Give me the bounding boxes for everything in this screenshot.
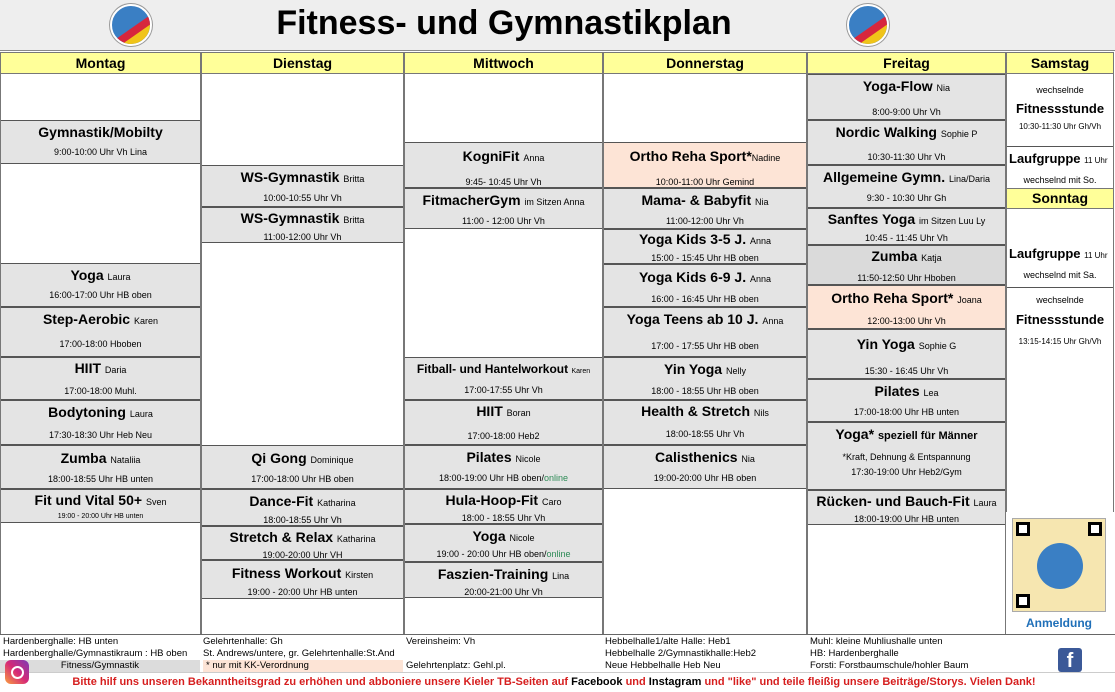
class-card[interactable] (405, 445, 602, 489)
trainer-name: Nia (755, 197, 769, 207)
trainer-name: Anna (762, 316, 784, 326)
class-name: Yoga (70, 267, 104, 283)
class-info: 9:00-10:00 Uhr Vh Lina (53, 147, 148, 157)
class-card[interactable] (1007, 146, 1113, 188)
class-info: 12:00-13:00 Uhr Vh (867, 316, 946, 326)
class-card[interactable] (405, 188, 602, 229)
class-info: 18:00-18:55 Uhr HB unten (47, 474, 154, 484)
class-info: 19:00-20:00 Uhr HB oben (653, 473, 757, 483)
class-info: 9:30 - 10:30 Uhr Gh (866, 193, 947, 203)
class-info: 19:00 - 20:00 Uhr HB unten (57, 513, 144, 520)
legend-entry: HB: Hardenberghalle (810, 648, 899, 659)
class-info: 10:00-10:55 Uhr Vh (263, 193, 342, 203)
class-name: HIIT (74, 360, 102, 376)
class-pretext: wechselnde (1036, 295, 1084, 305)
trainer-name: Nicole (515, 454, 541, 464)
class-name: Bodytoning (48, 404, 126, 420)
class-info: 10:45 - 11:45 Uhr Vh (865, 233, 948, 243)
class-card[interactable] (808, 245, 1005, 285)
class-name: Yoga (472, 528, 506, 544)
trainer-name: speziell für Männer (877, 430, 978, 442)
class-card[interactable] (405, 142, 602, 188)
class-pretext: wechselnde (1036, 85, 1084, 95)
trainer-name: Dominique (310, 455, 354, 465)
class-name: WS-Gymnastik (240, 210, 340, 226)
class-card[interactable] (1, 357, 200, 400)
club-logo-qr (1037, 543, 1083, 589)
class-info: 11:00 - 12:00 Uhr Vh (462, 216, 545, 226)
class-card[interactable] (202, 445, 403, 489)
trainer-name: Laura (107, 272, 131, 282)
class-card[interactable] (808, 208, 1005, 245)
class-card[interactable] (604, 400, 806, 445)
class-info: 9:45- 10:45 Uhr Vh (465, 177, 542, 187)
header (0, 0, 1115, 51)
day-header-monday: Montag (0, 52, 201, 74)
class-name: Yoga Kids 6-9 J. (638, 269, 747, 285)
legend-fitness-swatch: Fitness/Gymnastik (0, 660, 200, 672)
trainer-name: Nia (936, 83, 951, 93)
column-wednesday (404, 74, 603, 634)
class-name: Fitnessstunde (1015, 101, 1105, 116)
class-card[interactable] (808, 422, 1005, 490)
class-card[interactable] (405, 400, 602, 445)
legend-entry: St. Andrews/untere, gr. Gelehrtenhalle:St.And (203, 648, 395, 659)
class-info: 13:15-14:15 Uhr Gh/Vh (1018, 337, 1102, 346)
trainer-name: Daria (104, 365, 127, 375)
class-card[interactable] (808, 379, 1005, 422)
trainer-name: Nicole (509, 533, 535, 543)
class-name: Stretch & Relax (229, 529, 334, 545)
class-info: 19:00 - 20:00 Uhr HB oben/ (436, 549, 547, 559)
column-friday (807, 74, 1006, 634)
class-info: *Kraft, Dehnung & Entspannung (842, 452, 971, 462)
day-header-saturday: Samstag (1006, 52, 1114, 74)
class-name: Gymnastik/Mobilty (38, 124, 163, 140)
class-info: 17:00-17:55 Uhr Vh (464, 385, 543, 395)
legend-kk-swatch: * nur mit KK-Verordnung (203, 660, 403, 672)
class-card[interactable] (808, 74, 1005, 120)
trainer-name: Nia (741, 454, 755, 464)
column-weekend (1006, 74, 1114, 512)
class-info: wechselnd mit Sa. (1023, 270, 1097, 280)
class-name: Fitnessstunde (1015, 312, 1105, 327)
class-card[interactable] (405, 357, 602, 400)
online-label: online (544, 473, 569, 483)
class-name: Ortho Reha Sport* (629, 148, 752, 164)
footer-text-part: und "like" und teile fleißig unsere Beiträge/Storys. Vielen Dank! (704, 676, 1036, 688)
class-card[interactable] (604, 229, 806, 264)
class-card[interactable] (1, 120, 200, 164)
class-info: 17:00 - 17:55 Uhr HB oben (651, 341, 759, 351)
class-info: 18:00-18:55 Uhr Vh (263, 515, 342, 525)
legend-entry: Neue Hebbelhalle Heb Neu (605, 660, 721, 671)
class-info: 11:50-12:50 Uhr Hboben (857, 273, 956, 283)
class-info: 10:30-11:30 Uhr Gh/Vh (1018, 122, 1102, 131)
class-info: 18:00-19:00 Uhr HB oben/ (438, 473, 545, 483)
class-card[interactable] (808, 120, 1005, 165)
class-card[interactable] (202, 489, 403, 526)
legend-entry: Hardenberghalle/Gymnastikraum : HB oben (3, 648, 188, 659)
class-name: Yin Yoga (856, 336, 915, 352)
class-card[interactable] (808, 285, 1005, 329)
day-header-friday: Freitag (807, 52, 1006, 74)
trainer-name: Laura (973, 498, 997, 508)
class-info: 19:00-20:00 Uhr VH (262, 550, 343, 560)
class-name: Zumba (871, 248, 918, 264)
class-card[interactable] (202, 207, 403, 243)
class-name: WS-Gymnastik (240, 169, 340, 185)
class-name: Step-Aerobic (42, 311, 131, 327)
class-card[interactable] (1007, 242, 1113, 287)
legend-entry: Hebbelhalle 2/Gymnastikhalle:Heb2 (605, 648, 757, 659)
class-name: Mama- & Babyfit (641, 192, 752, 208)
class-card[interactable] (808, 329, 1005, 379)
trainer-name: im Sitzen Anna (524, 197, 585, 207)
class-name: Calisthenics (655, 449, 738, 465)
legend-entry: Forsti: Forstbaumschule/hohler Baum (810, 660, 969, 671)
day-header-thursday: Donnerstag (603, 52, 807, 74)
trainer-name: Sophie P (940, 129, 978, 139)
class-info: 18:00 - 18:55 Uhr HB oben (651, 386, 759, 396)
class-card[interactable] (1007, 84, 1113, 146)
trainer-name: Britta (343, 215, 365, 225)
legend-entry: Gelehrtenhalle: Gh (203, 636, 283, 647)
trainer-name: Boran (506, 408, 531, 418)
trainer-name: Kirsten (345, 570, 374, 580)
class-name: Qi Gong (251, 450, 307, 466)
class-info: 16:00 - 16:45 Uhr HB oben (651, 294, 759, 304)
trainer-name: Katharina (317, 498, 356, 508)
class-card[interactable] (604, 357, 806, 400)
class-info: 20:00-21:00 Uhr Vh (464, 587, 543, 597)
trainer-name: Katja (921, 253, 942, 263)
class-name: Faszien-Training (437, 566, 549, 582)
class-name: FitmacherGym (422, 192, 521, 208)
trainer-name: Katharina (336, 534, 376, 544)
trainer-name: 11 Uhr (1084, 156, 1108, 165)
column-thursday (603, 74, 807, 634)
class-info: 18:00-19:00 Uhr HB unten (853, 514, 960, 524)
class-card[interactable] (1, 445, 200, 489)
class-card[interactable] (405, 489, 602, 524)
class-name: Health & Stretch (641, 403, 751, 419)
class-info: 19:00 - 20:00 Uhr HB unten (247, 587, 358, 597)
footer (0, 672, 1115, 692)
qr-code-icon[interactable] (1012, 518, 1106, 612)
class-info: 18:00 - 18:55 Uhr Vh (461, 513, 546, 523)
column-monday (0, 74, 201, 634)
class-card[interactable] (202, 560, 403, 599)
class-card[interactable] (604, 142, 806, 188)
legend-entry: Hebbelhalle1/alte Halle: Heb1 (605, 636, 731, 647)
footer-instagram[interactable]: Instagram (648, 676, 702, 688)
class-name: Laufgruppe (1009, 151, 1081, 166)
signup-qr-area[interactable] (1006, 512, 1112, 634)
trainer-name: im Sitzen Luu Ly (919, 216, 986, 226)
class-card[interactable] (1, 263, 200, 307)
day-header-wednesday: Mittwoch (404, 52, 603, 74)
class-name: Fitball- und Hantelworkout (416, 362, 569, 376)
trainer-name: Laura (129, 409, 153, 419)
trainer-name: Anna (523, 153, 545, 163)
class-info-time: 17:30-19:00 Uhr Heb2/Gym (851, 467, 962, 477)
day-header-tuesday: Dienstag (201, 52, 404, 74)
trainer-name: Sven (145, 497, 167, 507)
legend-entry: Muhl: kleine Muhliushalle unten (810, 636, 943, 647)
facebook-icon[interactable]: f (1058, 648, 1082, 672)
class-name: Yoga Teens ab 10 J. (626, 311, 759, 327)
footer-facebook[interactable]: Facebook (571, 676, 623, 688)
class-name: Fit und Vital 50+ (34, 492, 143, 508)
class-info: 15:30 - 16:45 Uhr Vh (864, 366, 949, 376)
class-name: Fitness Workout (231, 565, 342, 581)
class-card[interactable] (604, 264, 806, 307)
class-info: 16:00-17:00 Uhr HB oben (49, 290, 152, 300)
trainer-name: Nelly (725, 366, 746, 376)
footer-message (34, 676, 1074, 688)
class-name: Rücken- und Bauch-Fit (816, 493, 970, 509)
location-legend (0, 634, 1115, 672)
class-info: 11:00-12:00 Uhr Vh (666, 216, 744, 226)
trainer-name: Lina/Daria (949, 174, 991, 184)
instagram-icon[interactable] (5, 660, 29, 684)
class-card[interactable] (405, 524, 602, 562)
trainer-name: Sophie G (918, 341, 957, 351)
class-name: Pilates (874, 383, 920, 399)
trainer-name: Nataliia (110, 455, 141, 465)
trainer-name: Anna (749, 274, 772, 284)
trainer-name: 11 Uhr (1084, 251, 1108, 260)
footer-text-part: Bitte hilf uns unseren Bekanntheitsgrad zu erhöhen und abboniere unsere Kieler TB-Seiten auf (72, 676, 569, 688)
class-name: KogniFit (462, 148, 520, 164)
page-title: Fitness- und Gymnastikplan (276, 4, 732, 42)
trainer-name: Karen (133, 316, 159, 326)
class-name: Nordic Walking (835, 124, 937, 140)
day-header-sunday: Sonntag (1006, 188, 1114, 209)
class-info: 10:30-11:30 Uhr Vh (867, 152, 946, 162)
class-info: 17:30-18:30 Uhr Heb Neu (48, 430, 153, 440)
trainer-name: Karen (571, 368, 591, 375)
trainer-name: Nils (753, 408, 769, 418)
class-name: Hula-Hoop-Fit (445, 492, 539, 508)
class-info: 8:00-9:00 Uhr Vh (872, 107, 941, 117)
class-info: 17:00-18:00 Uhr HB oben (251, 474, 354, 484)
club-logo-right (847, 4, 889, 46)
class-card[interactable] (202, 165, 403, 207)
class-info: 18:00-18:55 Uhr Vh (665, 429, 745, 439)
class-card[interactable] (808, 490, 1005, 525)
class-info: 17:00-18:00 Heb2 (467, 431, 540, 441)
class-card[interactable] (202, 526, 403, 560)
footer-text-part: und (625, 676, 646, 688)
class-info: 10:00-11:00 Uhr Gemind (655, 177, 755, 187)
class-card[interactable] (808, 165, 1005, 208)
legend-entry: Vereinsheim: Vh (406, 636, 476, 647)
class-card[interactable] (604, 188, 806, 229)
class-name: Yoga* (835, 426, 875, 442)
trainer-name: Britta (343, 174, 365, 184)
class-info: 17:00-18:00 Hboben (59, 339, 142, 349)
legend-entry: Hardenberghalle: HB unten (3, 636, 119, 647)
class-name: HIIT (476, 403, 503, 419)
trainer-name: Anna (749, 236, 772, 246)
trainer-name: Joana (957, 295, 982, 305)
class-info: 17:00-18:00 Uhr HB unten (853, 407, 960, 417)
class-card[interactable] (1, 307, 200, 357)
class-card[interactable] (1007, 287, 1113, 363)
trainer-name: Nadine (751, 153, 781, 163)
legend-entry: Gelehrtenplatz: Gehl.pl. (406, 660, 506, 671)
class-name: Pilates (466, 449, 512, 465)
class-name: Yin Yoga (664, 361, 723, 377)
class-name: Dance-Fit (249, 493, 314, 509)
class-card[interactable] (604, 307, 806, 357)
class-name: Yoga Kids 3-5 J. (638, 231, 747, 247)
class-info: 15:00 - 15:45 Uhr HB oben (651, 253, 759, 263)
trainer-name: Caro (541, 497, 562, 507)
online-label: online (546, 549, 571, 559)
class-card[interactable] (405, 562, 602, 598)
class-card[interactable] (1, 400, 200, 445)
class-name: Zumba (60, 450, 107, 466)
class-card[interactable] (1, 489, 200, 523)
signup-link[interactable]: Anmeldung (1026, 616, 1092, 630)
class-name: Sanftes Yoga (827, 211, 916, 227)
class-name: Allgemeine Gymn. (822, 169, 946, 185)
class-card[interactable] (604, 445, 806, 489)
trainer-name: Lea (923, 388, 939, 398)
class-name: Yoga-Flow (862, 78, 933, 94)
trainer-name: Lina (552, 571, 570, 581)
class-info: 17:00-18:00 Muhl. (64, 386, 137, 396)
column-tuesday (201, 74, 404, 634)
class-info: 11:00-12:00 Uhr Vh (263, 232, 342, 242)
class-info: wechselnd mit So. (1023, 175, 1097, 185)
class-name: Laufgruppe (1009, 246, 1081, 261)
class-name: Ortho Reha Sport* (831, 290, 954, 306)
